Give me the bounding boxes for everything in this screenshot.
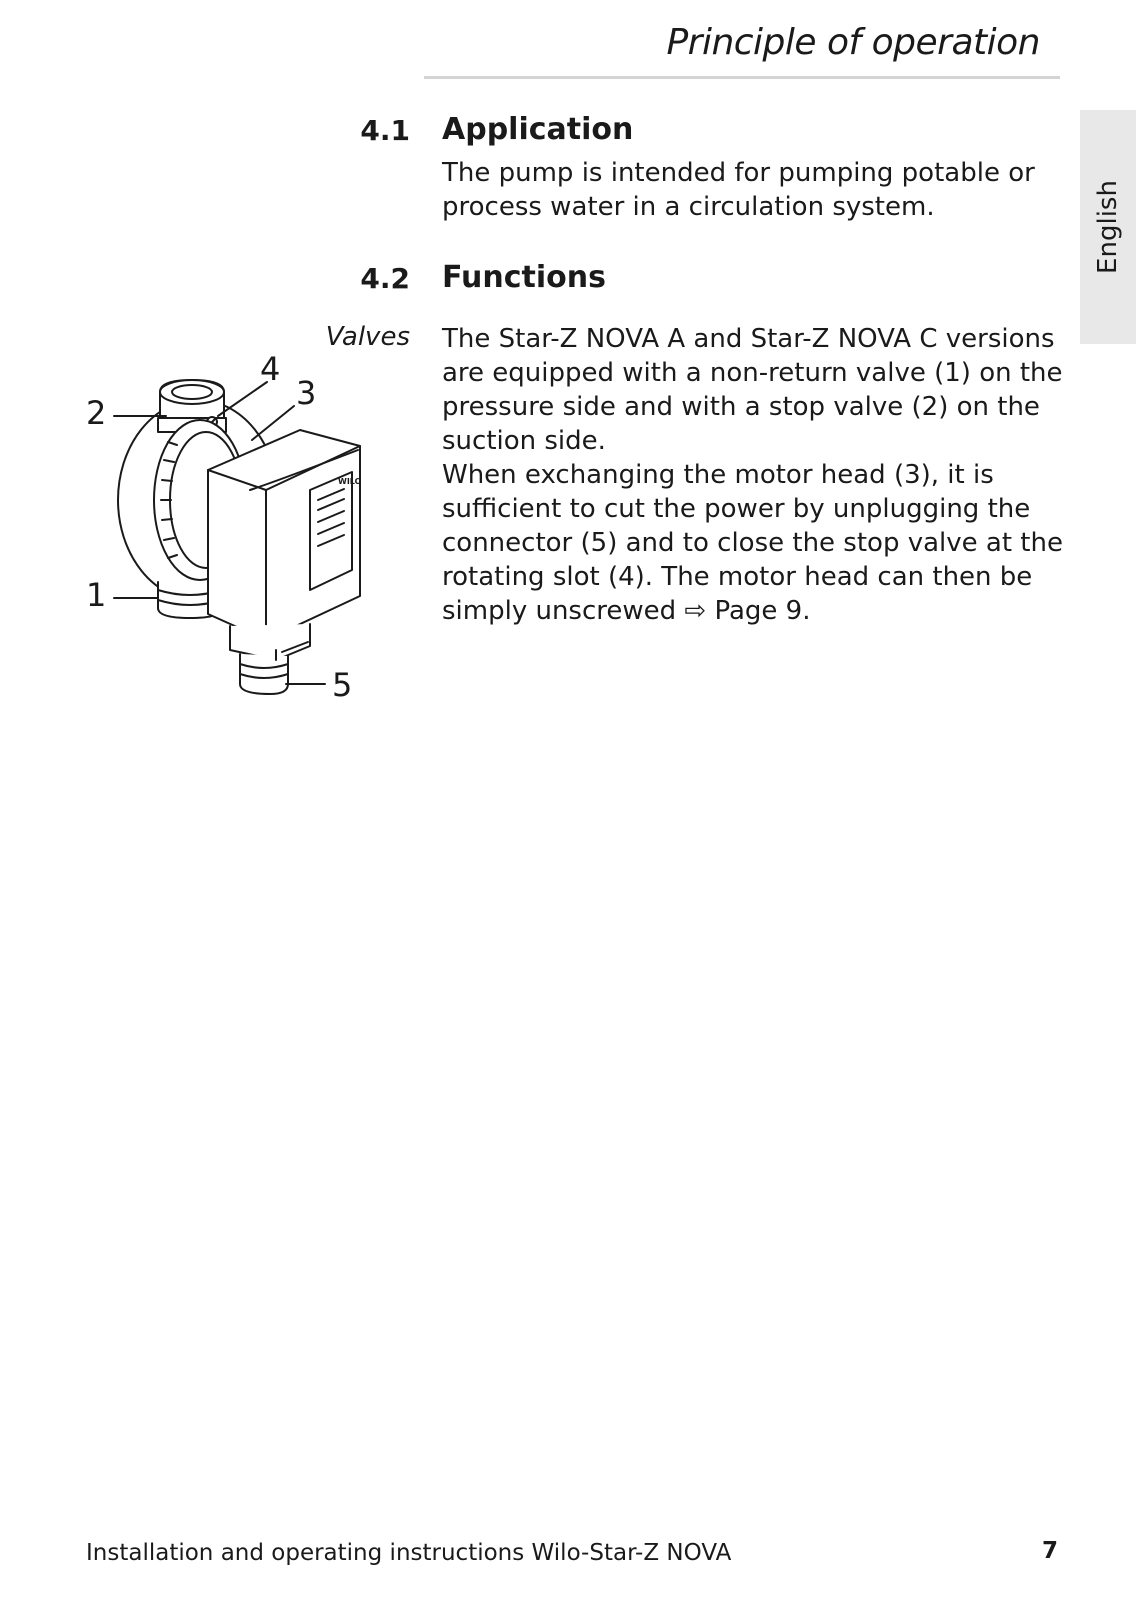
section-number: 4.1 [360,114,410,147]
callout-number: 4 [260,350,281,388]
header-divider [424,76,1060,79]
section-body-text-continued: When exchanging the motor head (3), it is sufficient to cut the power by unplugging the connector (5) and to close the stop valve at the rotating slot (4). The motor head can then be simply unscrewed ⇨ Page 9. [442,460,1063,626]
page-header-title: Principle of operation [666,22,1040,63]
callout-number: 3 [296,374,317,412]
section-number: 4.2 [360,262,410,295]
margin-label-valves: Valves [325,322,410,352]
footer-text: Installation and operating instructions Wilo-Star-Z NOVA [86,1540,732,1566]
callout-number: 1 [86,576,107,614]
section-body-text: The Star-Z NOVA A and Star-Z NOVA C versions are equipped with a non-return valve (1) on the pressure side and with a stop valve (2) on the suction side. [442,324,1063,456]
callout-number: 5 [332,666,353,704]
language-tab-label: English [1093,180,1123,274]
nameplate-logo: WILO [338,477,362,486]
section-body-text: The pump is intended for pumping potable or process water in a circulation system. [442,158,1035,222]
callout-number: 2 [86,394,107,432]
section-title: Functions [442,260,606,295]
pump-illustration [80,350,380,730]
section-title: Application [442,112,634,147]
page-number: 7 [1041,1538,1058,1564]
language-tab [1080,110,1136,344]
